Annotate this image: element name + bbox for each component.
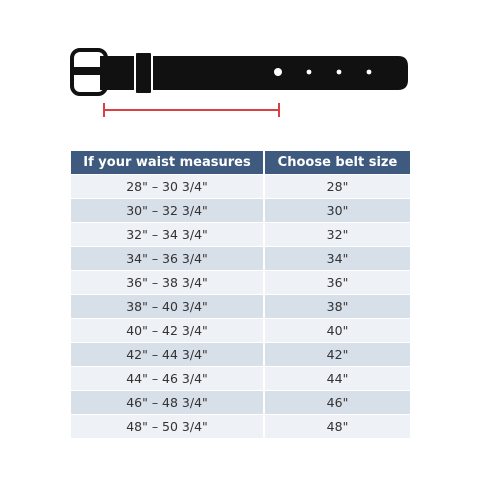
table-row bbox=[71, 367, 410, 391]
buckle-icon bbox=[70, 50, 112, 94]
table-row bbox=[71, 175, 410, 199]
belt-size: 34" bbox=[264, 247, 410, 271]
belt-size: 38" bbox=[264, 295, 410, 319]
belt-size: 32" bbox=[264, 223, 410, 247]
belt-size: 48" bbox=[264, 415, 410, 439]
waist-measure-header: If your waist measures bbox=[71, 151, 264, 175]
belt-size: 42" bbox=[264, 343, 410, 367]
belt-size: 40" bbox=[264, 319, 410, 343]
belt-size: 28" bbox=[264, 175, 410, 199]
table-row bbox=[71, 415, 410, 439]
belt-size: 30" bbox=[264, 199, 410, 223]
belt-size-header: Choose belt size bbox=[264, 151, 410, 175]
waist-range: 38" – 40 3/4" bbox=[71, 295, 264, 319]
waist-range: 48" – 50 3/4" bbox=[71, 415, 264, 439]
waist-range: 44" – 46 3/4" bbox=[71, 367, 264, 391]
waist-range: 46" – 48 3/4" bbox=[71, 391, 264, 415]
waist-range: 32" – 34 3/4" bbox=[71, 223, 264, 247]
waist-range: 28" – 30 3/4" bbox=[71, 175, 264, 199]
belt-size: 36" bbox=[264, 271, 410, 295]
table-row bbox=[71, 391, 410, 415]
table-row bbox=[71, 247, 410, 271]
belt-size: 44" bbox=[264, 367, 410, 391]
table-row bbox=[71, 271, 410, 295]
measurement-line bbox=[104, 103, 279, 117]
belt-icon bbox=[100, 52, 408, 94]
table-row bbox=[71, 343, 410, 367]
table-row bbox=[71, 319, 410, 343]
waist-range: 36" – 38 3/4" bbox=[71, 271, 264, 295]
belt-illustration bbox=[0, 0, 480, 130]
table-row bbox=[71, 295, 410, 319]
belt-size-table bbox=[71, 151, 410, 438]
belt-size: 46" bbox=[264, 391, 410, 415]
table-header-row bbox=[71, 151, 410, 175]
waist-range: 40" – 42 3/4" bbox=[71, 319, 264, 343]
table-row bbox=[71, 223, 410, 247]
table-row bbox=[71, 199, 410, 223]
waist-range: 42" – 44 3/4" bbox=[71, 343, 264, 367]
waist-range: 30" – 32 3/4" bbox=[71, 199, 264, 223]
waist-range: 34" – 36 3/4" bbox=[71, 247, 264, 271]
